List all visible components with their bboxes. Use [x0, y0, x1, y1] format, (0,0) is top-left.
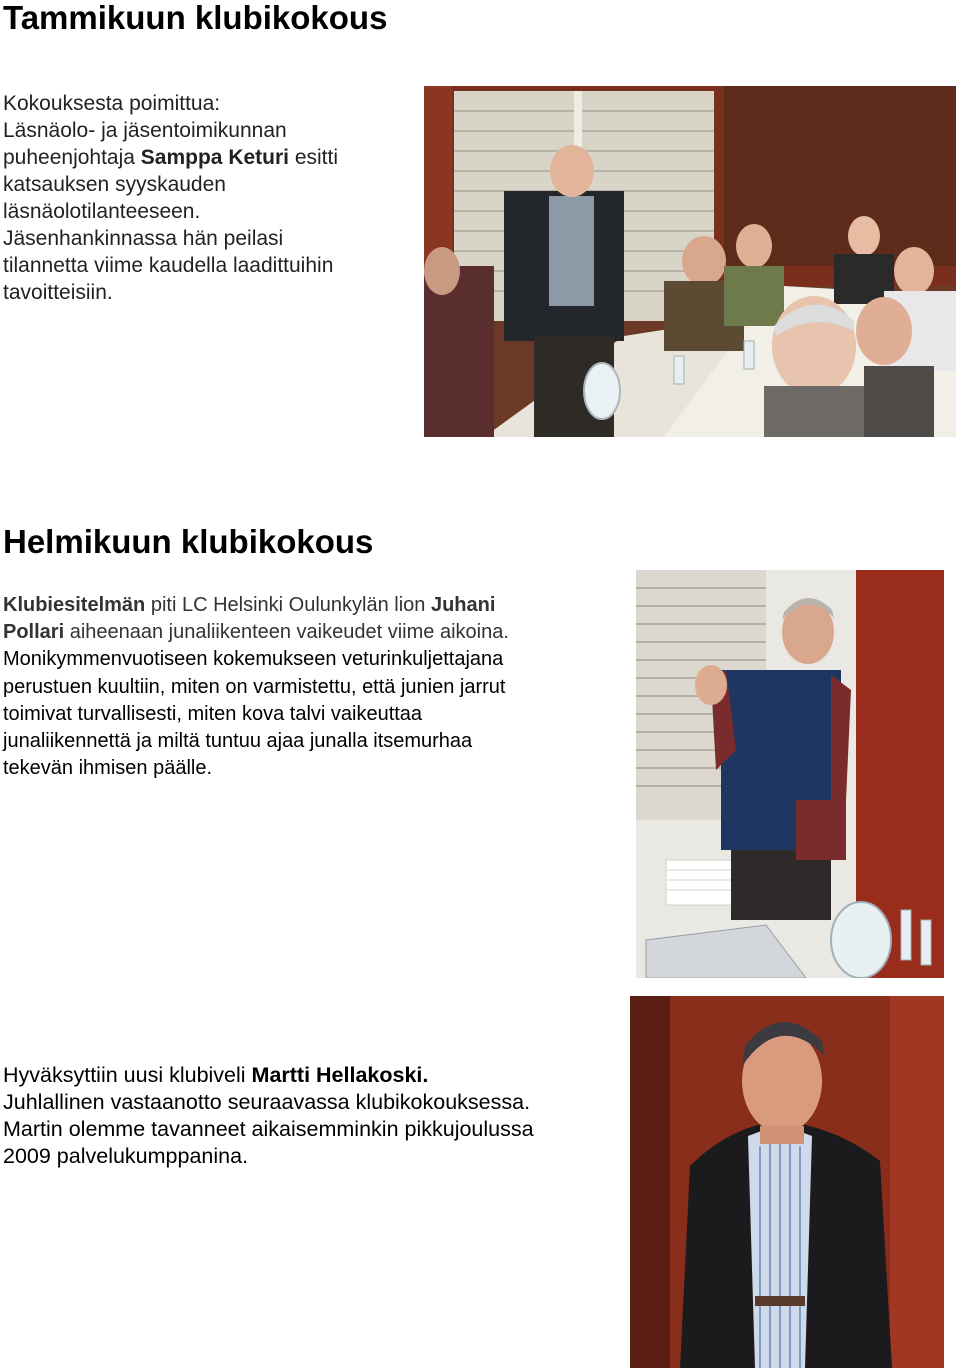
february-meeting-text [3, 592, 628, 782]
text-line: junaliikennettä ja miltä tuntuu ajaa junalla itsemurhaa [3, 730, 473, 753]
speaker-photo [636, 570, 944, 978]
meeting-photo [424, 86, 956, 437]
person-name: Samppa Keturi [140, 146, 289, 169]
text-line: tavoitteisiin. [3, 281, 113, 304]
text-line [3, 1062, 613, 1089]
text-line: Kokouksesta poimittua: [3, 92, 221, 115]
section-title-february: Helmikuun klubikokous [3, 523, 374, 560]
text-fragment: esitti [289, 146, 339, 169]
new-member-photo [630, 996, 944, 1368]
person-name: Pollari [3, 621, 65, 644]
text-line: läsnäolotilanteeseen. [3, 200, 201, 223]
section-title-january: Tammikuun klubikokous [3, 0, 388, 36]
text-fragment: puheenjohtaja [3, 146, 141, 169]
text-fragment: aiheenaan junaliikenteen vaikeudet viime aikoina. [64, 621, 509, 644]
text-line: katsauksen syyskauden [3, 173, 226, 196]
text-line: Jäsenhankinnassa hän peilasi [3, 227, 284, 250]
text-line: tekevän ihmisen päälle. [3, 757, 213, 780]
text-fragment: Hyväksyttiin uusi klubiveli [3, 1063, 252, 1087]
january-meeting-text [3, 90, 403, 306]
text-line: toimivat turvallisesti, miten kova talvi vaikeuttaa [3, 702, 423, 725]
text-line: Monikymmenvuotiseen kokemukseen veturinkuljettajana [3, 648, 504, 671]
emphasis-text: Klubiesitelmän [3, 594, 146, 616]
text-line [3, 144, 403, 171]
text-line: Juhlallinen vastaanotto seuraavassa klubikokouksessa. [3, 1090, 531, 1114]
new-member-text [3, 1062, 613, 1170]
person-name: Martti Hellakoski. [251, 1063, 429, 1087]
text-line: tilannetta viime kaudella laadittuihin [3, 254, 334, 277]
text-line: Läsnäolo- ja jäsentoimikunnan [3, 119, 287, 142]
text-fragment: piti LC Helsinki Oulunkylän lion [145, 594, 431, 616]
text-line [3, 592, 628, 619]
text-line: perustuen kuultiin, miten on varmistettu, että junien jarrut [3, 675, 506, 698]
person-name: Juhani [430, 594, 496, 616]
text-line: Martin olemme tavanneet aikaisemminkin pikkujoulussa [3, 1117, 534, 1141]
text-line: 2009 palvelukumppanina. [3, 1144, 249, 1168]
text-line [3, 619, 628, 646]
